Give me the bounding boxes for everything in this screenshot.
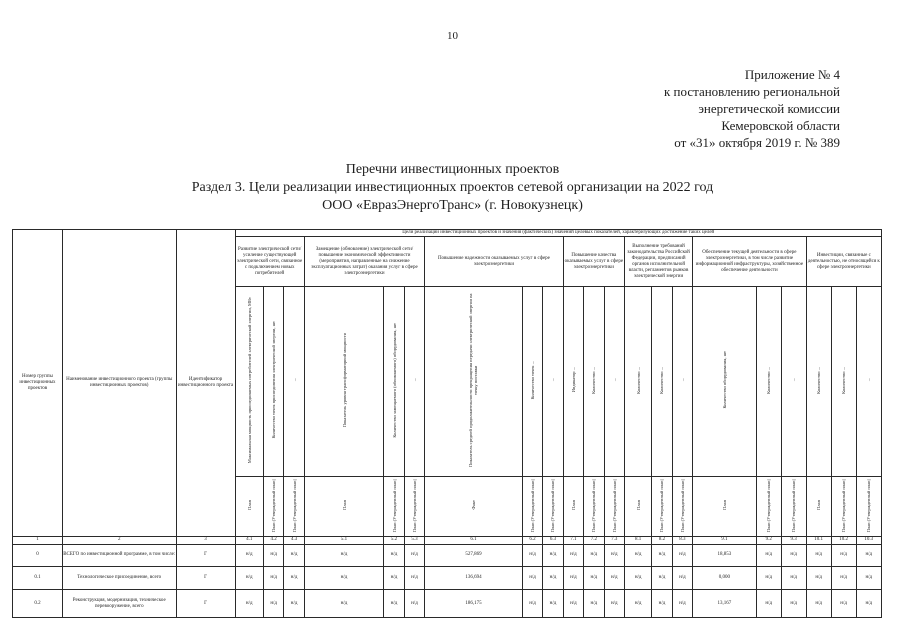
table-cell: н/д — [263, 544, 283, 567]
table-cell: н/д — [384, 544, 404, 567]
header-indicator: Количество точек присоединения электрической энергии, шт — [263, 286, 283, 476]
column-number-row — [13, 537, 882, 544]
table-cell: н/д — [831, 544, 856, 567]
table-cell: н/д — [543, 590, 563, 618]
table-cell: 136,694 — [425, 567, 523, 590]
header-plan: План — [816, 500, 822, 511]
table-cell: н/д — [384, 567, 404, 590]
table-cell: н/д — [604, 590, 624, 618]
header-plan-approved: План (Утвержденный план) — [659, 478, 665, 532]
header-indicator: Максимальная мощность присоединяемых потребителей электрической энергии, МВт — [235, 286, 263, 476]
col-number: 10.1 — [806, 537, 831, 544]
appendix-line: от «31» октября 2019 г. № 389 — [674, 135, 840, 150]
investment-projects-table — [12, 229, 882, 618]
table-cell: н/д — [652, 544, 672, 567]
header-indicator: Количество замещаемого (обновляемого) оборудования, шт — [384, 286, 404, 476]
header-plan-approved: План (Утвержденный план) — [679, 478, 685, 532]
title-line: Перечни инвестиционных проектов — [345, 162, 560, 177]
table-row — [13, 544, 882, 567]
header-plan: План — [721, 500, 727, 511]
col-number: 8.1 — [625, 537, 652, 544]
table-cell: 0,000 — [693, 567, 757, 590]
header-indicator: ... — [856, 286, 881, 476]
header-indicator: Количество ... — [652, 286, 672, 476]
header-plan-approved: План (Утвержденный план) — [411, 478, 417, 532]
table-cell: н/д — [756, 567, 781, 590]
table-cell: н/д — [543, 544, 563, 567]
header-plan-approved: План (Утвержденный план) — [291, 478, 297, 532]
header-indicator: Показатель средней продолжительности прекращения передачи электрической энергии на точку поставки — [425, 286, 523, 476]
header-goals: Цели реализации инвестиционных проектов и значения (фактических) значений целевых показателей, характеризующих достижение таких целей — [235, 230, 881, 237]
row-number: 0.1 — [13, 567, 63, 590]
header-plan: План — [341, 500, 347, 511]
col-number: 10.3 — [856, 537, 881, 544]
header-indicator: Показатель уровня трансформаторной мощности — [304, 286, 383, 476]
table-cell: н/д — [563, 544, 583, 567]
table-cell: 18,853 — [693, 544, 757, 567]
table-cell: н/д — [625, 544, 652, 567]
table-cell: 527,869 — [425, 544, 523, 567]
header-indicator: Количество ... — [831, 286, 856, 476]
header-plan-approved: План (Утвержденный план) — [591, 478, 597, 532]
header-plan-approved: План (Утвержденный план) — [611, 478, 617, 532]
header-project-id: Идентификатор инвестиционного проекта — [176, 230, 235, 537]
appendix-line: Приложение № 4 — [744, 67, 840, 82]
row-id: Г — [176, 590, 235, 618]
table-cell: н/д — [856, 590, 881, 618]
header-plan: План — [246, 500, 252, 511]
row-name: Реконструкция, модернизация, техническое перевооружение, всего — [62, 590, 176, 618]
table-cell: н/д — [625, 567, 652, 590]
header-goal-group: Повышение качества оказываемых услуг в сфере электроэнергетики — [563, 237, 624, 287]
header-goal-group: Инвестиции, связанные с деятельностью, не относящейся к сфере электроэнергетики — [806, 237, 881, 287]
appendix-line: Кемеровской области — [721, 118, 840, 133]
table-cell: н/д — [584, 544, 604, 567]
header-project-name: Наименование инвестиционного проекта (группы инвестиционных проектов) — [62, 230, 176, 537]
table-cell: н/д — [604, 544, 624, 567]
header-plan: План — [570, 500, 576, 511]
header-plan-approved: План (Утвержденный план) — [391, 478, 397, 532]
title-line: Раздел 3. Цели реализации инвестиционных проектов сетевой организации на 2022 год — [191, 180, 714, 195]
header-indicator: ... — [604, 286, 624, 476]
header-indicator: ... — [543, 286, 563, 476]
table-cell: н/д — [781, 544, 806, 567]
header-plan-approved: План (Утвержденный план) — [866, 478, 872, 532]
table-cell: н/д — [284, 544, 304, 567]
col-number: 6.3 — [543, 537, 563, 544]
table-cell: н/д — [584, 567, 604, 590]
table-cell: 186,175 — [425, 590, 523, 618]
col-number: 7.2 — [584, 537, 604, 544]
table-cell: н/д — [781, 567, 806, 590]
table-cell: н/д — [522, 567, 542, 590]
header-goal-group: Выполнение требований законодательства Российской Федерации, предписаний органов исполнительной власти, регламентов рынков электрической энергии — [625, 237, 693, 287]
header-indicator: ... — [404, 286, 424, 476]
header-plan: План — [635, 500, 641, 511]
table-cell: н/д — [522, 590, 542, 618]
col-number: 4.2 — [263, 537, 283, 544]
header-indicator: Количество ... — [584, 286, 604, 476]
row-id: Г — [176, 544, 235, 567]
table-cell: н/д — [543, 567, 563, 590]
header-indicator: Индикатор ... — [563, 286, 583, 476]
table-cell: н/д — [404, 544, 424, 567]
appendix-line: энергетической комиссии — [698, 101, 840, 116]
table-cell: н/д — [756, 544, 781, 567]
col-number: 4.1 — [235, 537, 263, 544]
header-group-number: Номер группы инвестиционных проектов — [13, 230, 63, 537]
col-number: 7.1 — [563, 537, 583, 544]
table-cell: 13,167 — [693, 590, 757, 618]
document-titles — [0, 161, 905, 215]
table-cell: н/д — [806, 590, 831, 618]
header-indicator: ... — [284, 286, 304, 476]
table-cell: н/д — [856, 544, 881, 567]
table-cell: н/д — [563, 567, 583, 590]
table-cell: н/д — [384, 590, 404, 618]
header-indicator: Количество ... — [756, 286, 781, 476]
appendix-line: к постановлению региональной — [663, 84, 840, 99]
table-cell: н/д — [856, 567, 881, 590]
table-cell: н/д — [756, 590, 781, 618]
col-number: 9.3 — [781, 537, 806, 544]
header-indicator: Количество ... — [806, 286, 831, 476]
table-cell: н/д — [672, 544, 692, 567]
col-number: 10.2 — [831, 537, 856, 544]
table-cell: н/д — [235, 590, 263, 618]
header-indicator: ... — [672, 286, 692, 476]
table-cell: н/д — [284, 590, 304, 618]
table-cell: н/д — [304, 544, 383, 567]
table-cell: н/д — [404, 567, 424, 590]
header-indicator: ... — [781, 286, 806, 476]
row-number: 0 — [13, 544, 63, 567]
table-cell: н/д — [263, 590, 283, 618]
table-cell: н/д — [263, 567, 283, 590]
col-number: 8.3 — [672, 537, 692, 544]
header-fact: Факт — [470, 500, 476, 511]
table-cell: н/д — [831, 590, 856, 618]
header-indicator: Количество ... — [625, 286, 652, 476]
header-goal-group: Развитие электрической сети/усиление существующей электрической сети, связанное с подключением новых потребителей — [235, 237, 304, 287]
table-cell: н/д — [404, 590, 424, 618]
page-number: 10 — [447, 30, 458, 42]
table-row — [13, 567, 882, 590]
col-number: 5.3 — [404, 537, 424, 544]
col-number: 4.3 — [284, 537, 304, 544]
header-indicator: Количество точек ... — [522, 286, 542, 476]
table-row — [13, 590, 882, 618]
col-number: 2 — [62, 537, 176, 544]
table-cell: н/д — [235, 544, 263, 567]
header-goal-group: Обеспечение текущей деятельности в сфере электроэнергетики, в том числе развитие информационной инфраструктуры, хозяйственное обеспечение деятельности — [693, 237, 807, 287]
col-number: 5.1 — [304, 537, 383, 544]
table-cell: н/д — [806, 544, 831, 567]
header-plan-approved: План (Утвержденный план) — [766, 478, 772, 532]
table-cell: н/д — [563, 590, 583, 618]
col-number: 3 — [176, 537, 235, 544]
table-cell: н/д — [625, 590, 652, 618]
col-number: 5.2 — [384, 537, 404, 544]
row-id: Г — [176, 567, 235, 590]
header-plan-approved: План (Утвержденный план) — [550, 478, 556, 532]
col-number: 1 — [13, 537, 63, 544]
col-number: 7.3 — [604, 537, 624, 544]
table-cell: н/д — [235, 567, 263, 590]
table-cell: н/д — [652, 590, 672, 618]
header-goal-group: Повышение надежности оказываемых услуг в сфере электроэнергетики — [425, 237, 564, 287]
table-cell: н/д — [604, 567, 624, 590]
header-plan-approved: План (Утвержденный план) — [271, 478, 277, 532]
header-indicator: Количество оборудования, шт — [693, 286, 757, 476]
table-cell: н/д — [652, 567, 672, 590]
appendix-block — [664, 66, 840, 151]
col-number: 9.2 — [756, 537, 781, 544]
table-cell: н/д — [831, 567, 856, 590]
col-number: 9.1 — [693, 537, 757, 544]
col-number: 6.2 — [522, 537, 542, 544]
table-cell: н/д — [781, 590, 806, 618]
table-cell: н/д — [284, 567, 304, 590]
table-cell: н/д — [806, 567, 831, 590]
row-name: ВСЕГО по инвестиционной программе, в том числе: — [62, 544, 176, 567]
col-number: 6.1 — [425, 537, 523, 544]
table-cell: н/д — [304, 590, 383, 618]
title-line: ООО «ЕвразЭнергоТранс» (г. Новокузнецк) — [322, 198, 583, 213]
header-plan-approved: План (Утвержденный план) — [841, 478, 847, 532]
table-cell: н/д — [522, 544, 542, 567]
header-goal-group: Замещение (обновление) электрической сети/повышение экономической эффективности (мероприятия, направленные на снижение эксплуатационных затрат) оказания услуг в сфере электроэнергетики — [304, 237, 424, 287]
header-plan-approved: План (Утвержденный план) — [530, 478, 536, 532]
row-name: Технологическое присоединение, всего — [62, 567, 176, 590]
header-plan-approved: План (Утвержденный план) — [791, 478, 797, 532]
table-cell: н/д — [672, 590, 692, 618]
col-number: 8.2 — [652, 537, 672, 544]
table-cell: н/д — [304, 567, 383, 590]
table-cell: н/д — [672, 567, 692, 590]
table-cell: н/д — [584, 590, 604, 618]
row-number: 0.2 — [13, 590, 63, 618]
